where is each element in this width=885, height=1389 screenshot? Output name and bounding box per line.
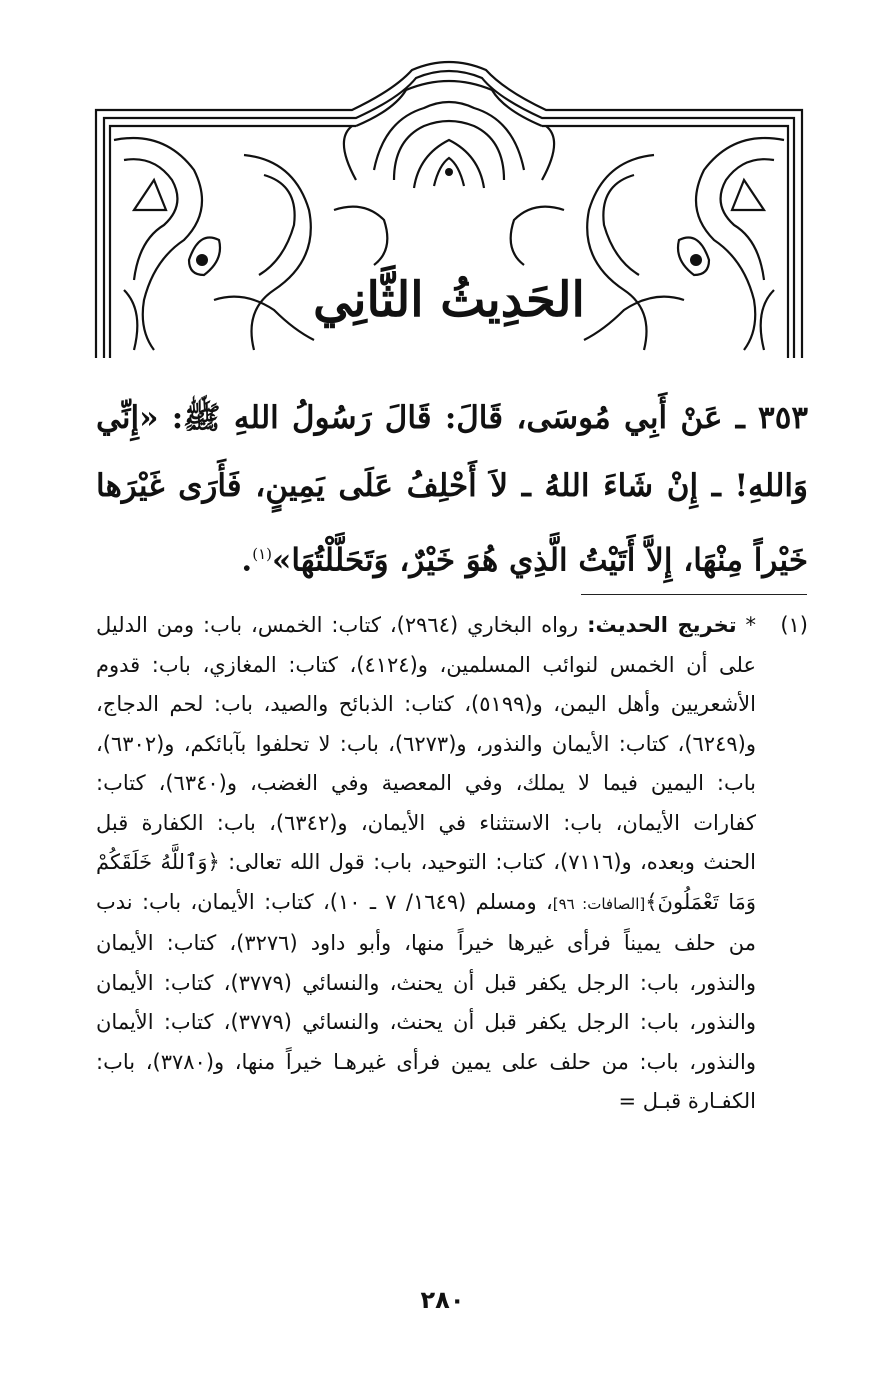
hadith-number: ٣٥٣: [758, 400, 808, 436]
footnote-divider: [581, 594, 807, 595]
quran-verse: ﴿وَٱللَّهُ خَلَقَكُمْ وَمَا تَعْمَلُونَ﴾: [96, 850, 756, 914]
asterisk-marker: *: [745, 613, 756, 637]
footnote-number: (١): [780, 613, 808, 637]
quran-reference: [الصافات: ٩٦]: [552, 894, 646, 913]
hadith-text: [96, 384, 808, 594]
hadith-body: ـ عَنْ أَبِي مُوسَى، قَالَ: قَالَ رَسُولُ اللهِ ﷺ: «إِنِّي وَاللهِ! ـ إِنْ شَاءَ اللهُ ـ لاَ أَحْلِفُ عَلَى يَمِينٍ، فَأَرَى غَيْرَها خَيْراً مِنْهَا، إِلاَّ أَتَيْتُ الَّذِي هُوَ خَيْرٌ، وَتَحَلَّلْتُهَا»: [96, 400, 808, 579]
page-number: ٢٨٠: [420, 1286, 465, 1314]
hadith-end: .: [241, 542, 253, 579]
footnote-heading: تخريج الحديث:: [587, 613, 737, 637]
footnote-text-part1: رواه البخاري (٢٩٦٤)، كتاب: الخمس، باب: ومن الدليل على أن الخمس لنوائب المسلمين، و(٤١٢٤)، كتاب: المغازي، باب: قدوم الأشعريين وأهل اليمن، و(٥١٩٩)، كتاب: الذبائح والصيد، باب: لحم الدجاج، و(٦٢٤٩)، كتاب: الأيمان والنذور، و(٦٢٧٣)، باب: لا تحلفوا بآبائكم، و(٦٣٠٢)، باب: اليمين فيما لا يملك، وفي المعصية وفي الغضب، و(٦٣٤٠)، كتاب: كفارات الأيمان، باب: الاستثناء في الأيمان، و(٦٣٤٢)، باب: الكفارة قبل الحنث وبعده، و(٧١١٦)، كتاب: التوحيد، باب: قول الله تعالى:: [96, 613, 756, 874]
footnote-text-part2: ، ومسلم (١٦٤٩/ ٧ ـ ١٠)، كتاب: الأيمان، باب: ندب من حلف يميناً فرأى غيرها خيراً منها، وأبو داود (٣٢٧٦)، كتاب: الأيمان والنذور، باب: الرجل يكفر قبل أن يحنث، والنسائي (٣٧٧٩)، كتاب: الأيمان والنذور، باب: الرجل يكفر قبل أن يحنث، والنسائي (٣٧٧٩)، كتاب: الأيمان والنذور، باب: من حلف على يمين فرأى غيرهـا خيراً منها، و(٣٧٨٠)، باب: الكفـارة قبـل =: [96, 889, 757, 1113]
footnote: [96, 606, 808, 1122]
chapter-title: الحَدِيثُ الثَّانِي: [313, 272, 585, 328]
footnote-body: [96, 606, 756, 1122]
footnote-reference[interactable]: (١): [252, 545, 272, 563]
